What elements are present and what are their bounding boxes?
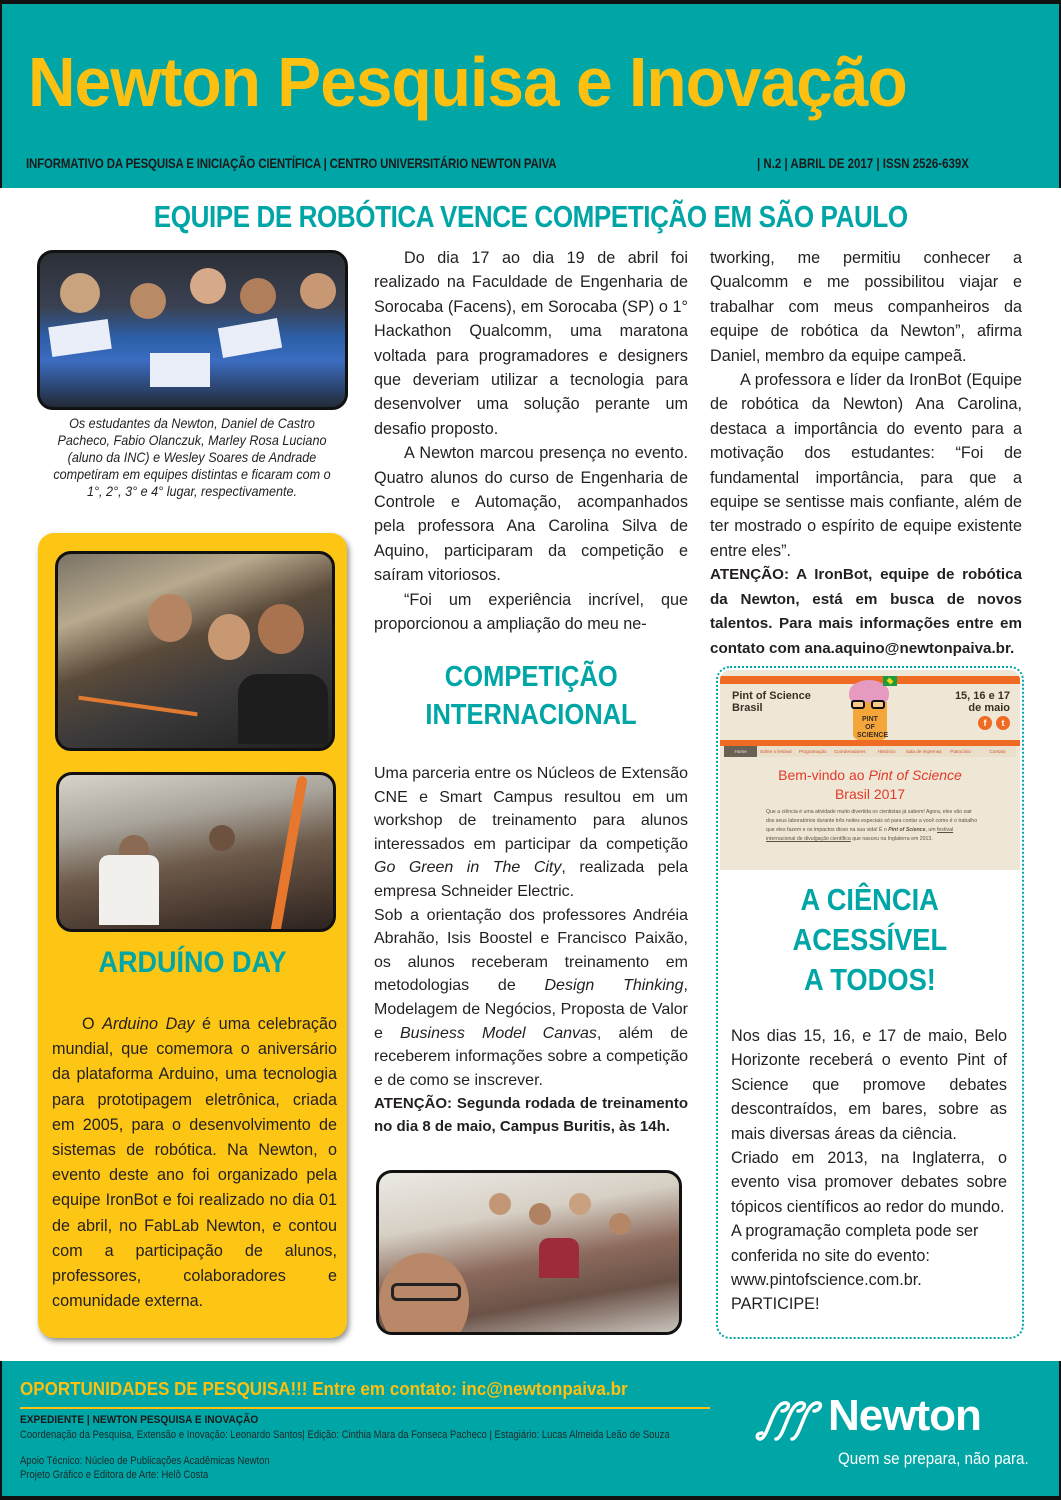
ciencia-paragraph-2: Criado em 2013, na Inglaterra, o evento visa promover debates sobre tópicos científicos ao redor do mundo. bbox=[731, 1149, 1007, 1216]
competicao-text bbox=[374, 762, 688, 1138]
robotics-team-photo bbox=[37, 250, 348, 410]
competicao-title: COMPETIÇÃO INTERNACIONAL bbox=[425, 661, 637, 731]
training-notice: ATENÇÃO: Segunda rodada de treinamento no dia 8 de maio, Campus Buritis, às 14h. bbox=[374, 1095, 688, 1136]
arduino-day-text: O Arduino Day é uma celebração mundial, que comemora o aniversário da plataforma Arduino, uma tecnologia para prototipagem eletrônica, criada em 2005, para o desenvolvimento de sistemas de robótica. Na Newton, o evento deste ano foi organizado pela equipe IronBot e foi realizado no dia 01 de abril, no FabLab Newton, e contou com a participação de alunos, professores, colaboradores e comunidade externa. bbox=[52, 1015, 337, 1311]
ciencia-paragraph-3: A programação completa pode ser conferida no site do evento: bbox=[731, 1222, 979, 1265]
brazil-flag-icon bbox=[883, 676, 897, 686]
workshop-group-photo bbox=[376, 1170, 682, 1335]
masthead bbox=[0, 0, 1061, 188]
pint-nav-imprensa[interactable]: Sala de imprensa bbox=[905, 749, 942, 754]
arduino-students-photo bbox=[55, 551, 335, 751]
facebook-icon[interactable]: f bbox=[978, 716, 992, 730]
ciencia-title: A CIÊNCIA ACESSÍVEL A TODOS! bbox=[792, 882, 948, 997]
ironbot-notice: ATENÇÃO: A IronBot, equipe de robótica da Newton, está em busca de novos talentos. Para mais informações entre em contato com ana.aquino@newtonpaiva.br. bbox=[710, 566, 1022, 657]
robotics-photo-caption: Os estudantes da Newton, Daniel de Castro Pacheco, Fabio Olanczuk, Marley Rosa Luciano (aluno da INC) e Wesley Soares de Andrade competiram em equipes distintas e ficaram com o 1°, 2°, 3° e 4° lugar, respectivamente. bbox=[53, 415, 331, 499]
pint-website-link[interactable]: www.pintofscience.com.br. bbox=[731, 1271, 922, 1290]
arduino-day-title: ARDUÍNO DAY bbox=[98, 946, 287, 979]
article-paragraph: A professora e líder da IronBot (Equipe de robótica da Newton) Ana Carolina, destaca a importância do evento para a motivação dos estudantes: “Foi de fundamental importância, para que a equipe se sentisse mais confiante, além de ter mostrado o espírito de equipe existente entre eles”. bbox=[710, 371, 1022, 560]
article-paragraph: tworking, me permitiu conhecer a Qualcomm e me possibilitou viajar e trabalhar com meus companheiros da equipe de robótica da Newton”, afirma Daniel, membro da equipe campeã. bbox=[710, 249, 1022, 365]
newsletter-title: Newton Pesquisa e Inovação bbox=[28, 43, 907, 121]
pint-nav-programacao[interactable]: Programação bbox=[798, 749, 827, 754]
twitter-icon[interactable]: t bbox=[996, 716, 1010, 730]
competicao-paragraph-1: Uma parceria entre os Núcleos de Extensão CNE e Smart Campus resultou em um workshop de treinamento para alunos interessados em participar da competição Go Green in The City, realizada pela empresa Schneider Electric. bbox=[374, 765, 689, 900]
article-paragraph: “Foi um experiência incrível, que proporcionou a ampliação do meu ne- bbox=[374, 590, 688, 634]
ciencia-text bbox=[731, 1024, 1007, 1317]
pint-nav-coordenadores[interactable]: Coordenadores bbox=[833, 749, 866, 754]
article-paragraph: Do dia 17 ao dia 19 de abril foi realizado na Faculdade de Engenharia de Sorocaba (Facens), em Sorocaba (SP) o 1° Hackathon Qualcomm, uma maratona voltada para programadores e designers que deveriam utilizar a tecnologia para desenvolver uma solução perante um desafio proposto. bbox=[374, 249, 688, 438]
pint-nav-bar bbox=[724, 746, 1016, 757]
pint-brand: Pint of Science Brasil bbox=[732, 690, 811, 714]
pint-welcome-text: Que a ciência é uma atividade muito divertida os cientistas já sabem! Agora, eles vão sair dos seus laboratórios durante três noites especiais só para contar a você como é o trabalho que eles fazem e os impactos disso na sua vida! É o Pint of Science, um festival internacional de divulgação científica que nasceu na Inglaterra em 2013. bbox=[766, 809, 978, 842]
pint-of-science-website-screenshot bbox=[720, 670, 1020, 870]
fablab-event-photo bbox=[56, 772, 336, 932]
research-opportunities-cta: OPORTUNIDADES DE PESQUISA!!! Entre em contato: inc@newtonpaiva.br bbox=[20, 1378, 628, 1399]
pint-of-science-logo: PINT OF SCIENCE bbox=[845, 680, 895, 740]
pint-nav-patrocinio[interactable]: Patrocínio bbox=[950, 749, 971, 754]
footer bbox=[0, 1361, 1061, 1500]
pint-nav-sobre[interactable]: Sobre o festival bbox=[759, 749, 792, 754]
pint-nav-contato[interactable]: Contato bbox=[989, 749, 1006, 754]
participate-cta: PARTICIPE! bbox=[731, 1295, 820, 1314]
pint-welcome-heading: Bem-vindo ao Pint of Science Brasil 2017 bbox=[778, 767, 962, 802]
main-headline: EQUIPE DE ROBÓTICA VENCE COMPETIÇÃO EM SÃO PAULO bbox=[153, 199, 908, 234]
article-column-1 bbox=[374, 246, 688, 637]
expediente-heading: EXPEDIENTE | NEWTON PESQUISA E INOVAÇÃO bbox=[20, 1414, 259, 1426]
article-paragraph: A Newton marcou presença no evento. Quatro alunos do curso de Engenharia de Controle e Automação, acompanhados pela professora Ana Carolina Silva de Aquino, participaram da competição e saíram vitoriosos. bbox=[374, 444, 688, 585]
festival-link[interactable]: festival internacional de divulgação científica bbox=[766, 827, 954, 842]
issue-info: | N.2 | ABRIL DE 2017 | ISSN 2526-639X bbox=[757, 155, 969, 171]
credits-line: Apoio Técnico: Núcleo de Publicações Acadêmicas Newton bbox=[20, 1455, 270, 1467]
newsletter-subtitle: INFORMATIVO DA PESQUISA E INICIAÇÃO CIENTÍFICA | CENTRO UNIVERSITÁRIO NEWTON PAIVA bbox=[26, 155, 557, 171]
newton-logo-mark-icon bbox=[754, 1399, 824, 1443]
newton-tagline: Quem se prepara, não para. bbox=[838, 1450, 1029, 1468]
competicao-paragraph-2: Sob a orientação dos professores Andréia Abrahão, Isis Boostel e Francisco Paixão, os alunos receberam treinamento em metodologias de Design Thinking, Modelagem de Negócios, Proposta de Valor e Business Model Canvas, além de receberem informações sobre a competição e de como se inscrever. bbox=[374, 906, 688, 1089]
newton-logo-wordmark: Newton bbox=[828, 1391, 981, 1440]
credits-line: Coordenação da Pesquisa, Extensão e Inovação: Leonardo Santos| Edição: Cinthia Mara da Fonseca Pacheco | Estagiário: Lucas Almeida Leão de Souza bbox=[20, 1429, 670, 1441]
credits-line: Projeto Gráfico e Editora de Arte: Helô Costa bbox=[20, 1469, 209, 1481]
pint-dates: 15, 16 e 17 de maio bbox=[954, 690, 1010, 714]
footer-divider bbox=[20, 1407, 710, 1409]
pint-nav-historico[interactable]: Histórico bbox=[877, 749, 896, 754]
ciencia-paragraph-1: Nos dias 15, 16, e 17 de maio, Belo Horizonte receberá o evento Pint of Science que promove debates descontraídos, em bares, sobre as mais diversas áreas da ciência. bbox=[731, 1027, 1007, 1143]
article-column-2 bbox=[710, 246, 1022, 661]
pint-nav-home[interactable]: Home bbox=[724, 746, 757, 757]
